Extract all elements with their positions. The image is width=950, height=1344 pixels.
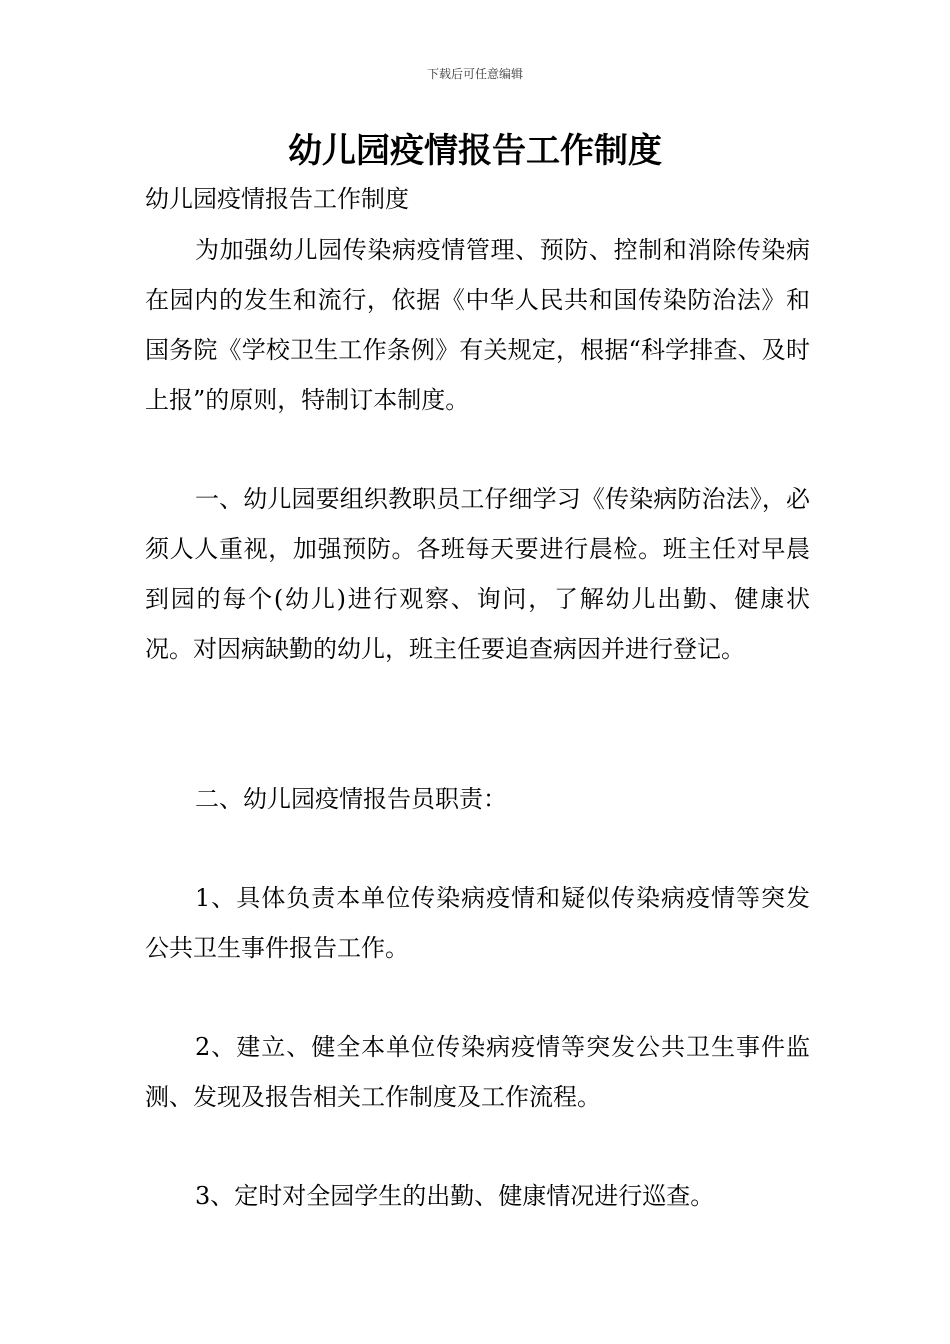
document-subtitle: 幼儿园疫情报告工作制度 xyxy=(145,185,409,213)
section-one-paragraph: 一、幼儿园要组织教职员工仔细学习《传染病防治法》，必须人人重视，加强预防。各班每天要进行晨检。班主任对早晨到园的每个(幼儿)进行观察、询问，了解幼儿出勤、健康状况。对因病缺勤的幼儿，班主任要追查病因并进行登记。 xyxy=(145,485,810,663)
section-two-heading: 二、幼儿园疫情报告员职责： xyxy=(195,785,507,813)
list-item-1: 1、具体负责本单位传染病疫情和疑似传染病疫情等突发公共卫生事件报告工作。 xyxy=(145,884,810,962)
intro-paragraph: 为加强幼儿园传染病疫情管理、预防、控制和消除传染病在园内的发生和流行，依据《中华人民共和国传染防治法》和国务院《学校卫生工作条例》有关规定，根据“科学排查、及时上报”的原则，特制订本制度。 xyxy=(145,236,810,414)
document-title: 幼儿园疫情报告工作制度 xyxy=(288,131,662,171)
list-item-2: 2、建立、健全本单位传染病疫情等突发公共卫生事件监测、发现及报告相关工作制度及工作流程。 xyxy=(145,1033,810,1111)
list-item-3: 3、定时对全园学生的出勤、健康情况进行巡查。 xyxy=(195,1182,715,1210)
header-note: 下载后可任意编辑 xyxy=(426,67,523,81)
